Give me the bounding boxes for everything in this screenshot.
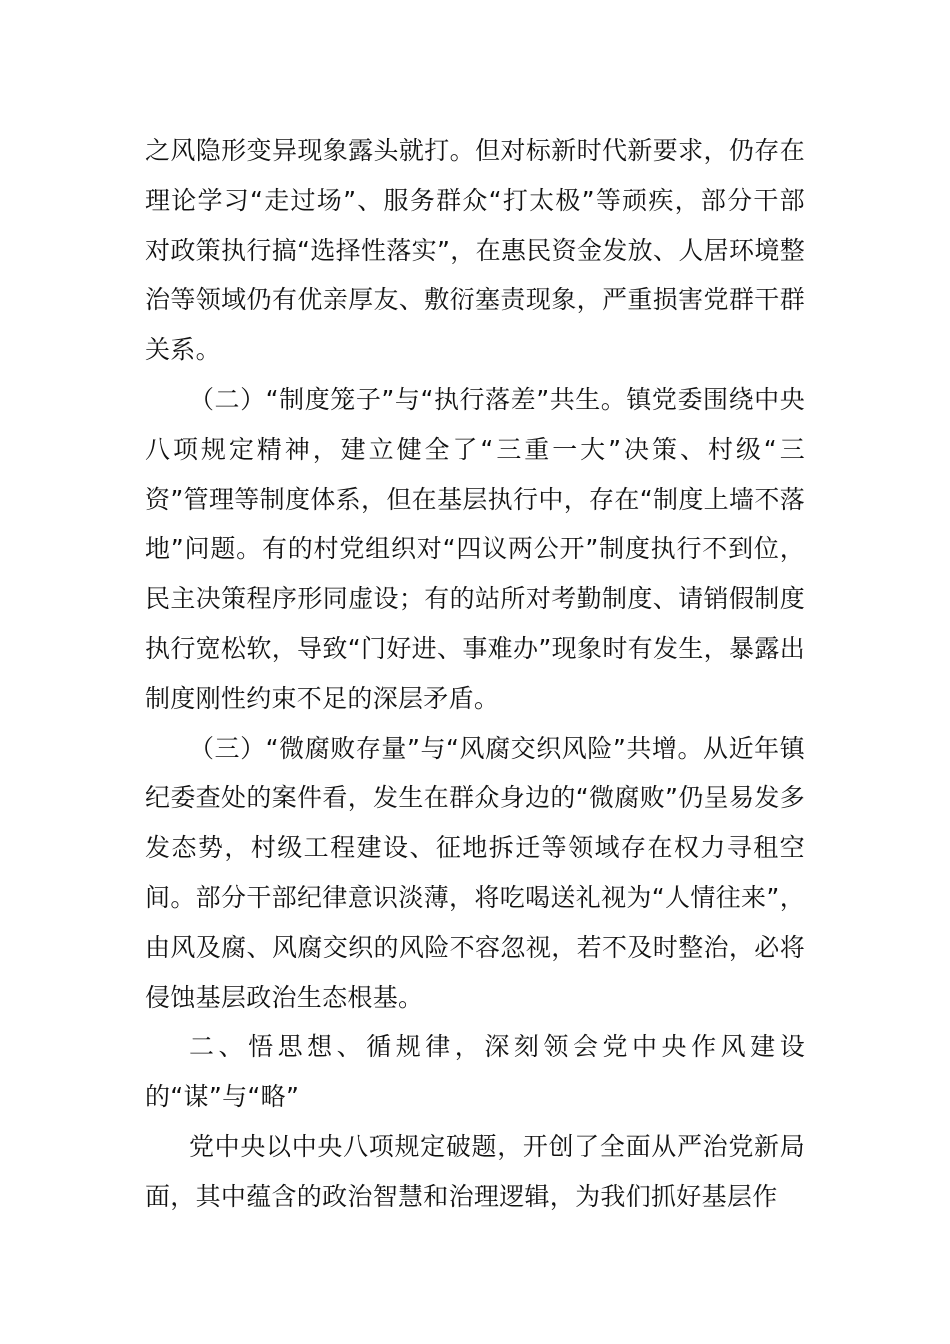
paragraph-section-three: （三）“微腐败存量”与“风腐交织风险”共增。从近年镇纪委查处的案件看，发生在群众身边的“微腐败”仍呈易发多发态势，村级工程建设、征地拆迁等领域存在权力寻租空间。部分干部纪律意识淡薄，将吃喝送礼视为“人情往来”，由风及腐、风腐交织的风险不容忽视，若不及时整治，必将侵蚀基层政治生态根基。 xyxy=(145,733,805,1012)
document-body xyxy=(145,126,805,1222)
paragraph-section-two-intro: 党中央以中央八项规定破题，开创了全面从严治党新局面，其中蕴含的政治智慧和治理逻辑，为我们抓好基层作 xyxy=(145,1131,805,1211)
paragraph-section-two: （二）“制度笼子”与“执行落差”共生。镇党委围绕中央八项规定精神，建立健全了“三重一大”决策、村级“三资”管理等制度体系，但在基层执行中，存在“制度上墙不落地”问题。有的村党组织对“四议两公开”制度执行不到位，民主决策程序形同虚设；有的站所对考勤制度、请销假制度执行宽松软，导致“门好进、事难办”现象时有发生，暴露出制度刚性约束不足的深层矛盾。 xyxy=(145,384,805,713)
paragraph-continuation: 之风隐形变异现象露头就打。但对标新时代新要求，仍存在理论学习“走过场”、服务群众“打太极”等顽疾，部分干部对政策执行搞“选择性落实”，在惠民资金发放、人居环境整治等领域仍有优亲厚友、敷衍塞责现象，严重损害党群干群关系。 xyxy=(145,136,805,365)
section-heading-two: 二、悟思想、循规律，深刻领会党中央作风建设的“谋”与“略” xyxy=(145,1032,805,1112)
